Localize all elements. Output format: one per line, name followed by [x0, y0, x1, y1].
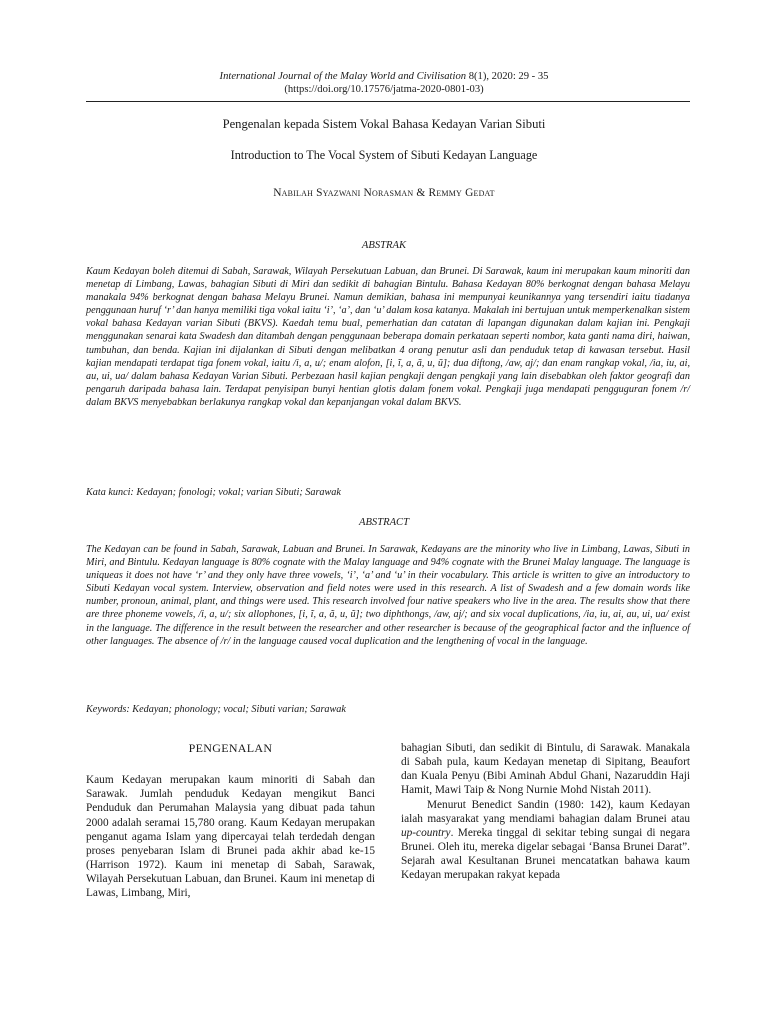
journal-citation — [0, 70, 768, 83]
paragraph-text: Menurut Benedict Sandin (1980: 142), kaum Kedayan ialah masyarakat yang mendiami bahagian dalam Brunei atau — [401, 798, 690, 825]
abstrak-heading: ABSTRAK — [361, 240, 407, 251]
journal-doi[interactable]: (https://doi.org/10.17576/jatma-2020-0801-03) — [284, 84, 484, 95]
abstrak-keywords: Kata kunci: Kedayan; fonologi; vokal; varian Sibuti; Sarawak — [86, 487, 341, 498]
paragraph-italic-term: up-country — [401, 826, 451, 839]
body-paragraph: Kaum Kedayan merupakan kaum minoriti di Sabah dan Sarawak. Jumlah penduduk Kedayan mengikut Banci Penduduk dan Perumahan Malaysia yang dibuat pada tahun 2000 adalah seramai 15,780 orang. Kaum Kedayan merupakan penganut agama Islam yang dipercayai telah terdedah dengan proses penyebaran Islam di Brunei pada akhir abad ke-15 (Harrison 1972). Kaum ini menetap di Sabah, Sarawak, Wilayah Persekutuan Labuan, dan Brunei. Kaum ini menetap di Lawas, Limbang, Miri, — [86, 774, 375, 900]
journal-name: International Journal of the Malay World and Civilisation — [219, 71, 467, 82]
journal-issue: 8(1), 2020: 29 - 35 — [466, 71, 549, 82]
body-paragraph: bahagian Sibuti, dan sedikit di Bintulu, di Sarawak. Manakala di Sabah pula, kaum Kedayan menetap di Sipitang, Beaufort dan Kuala Penyu (Bibi Aminah Abdul Ghani, Nazaruddin Haji Hamit, Mawi Taip & Nong Nurnie Mohd Nistah 2011). — [401, 742, 690, 797]
body-column-right — [401, 741, 690, 883]
body-paragraph — [401, 798, 690, 883]
abstrak-text: Kaum Kedayan boleh ditemui di Sabah, Sarawak, Wilayah Persekutuan Labuan, dan Brunei. Di Sarawak, kaum ini merupakan kaum minoriti dan menetap di Limbang, Lawas, bahagian Sibuti di Miri dan sedikit di bahagian Bintulu. Bahasa Kedayan 80% berkognat dengan bahasa Melayu manakala 94% berkognat dengan bahasa Melayu Brunei. Namun demikian, bahasa ini mempunyai keunikannya yang tersendiri iaitu tiadanya penggunaan huruf ‘r’ dan hanya memiliki tiga vokal iaitu ‘i’, ‘a’, dan ‘u’ dalam kosa katanya. Makalah ini bertujuan untuk memperkenalkan sistem vokal bahasa Kedayan varian Sibuti (BKVS). Kaedah temu bual, pemerhatian dan catatan di lapangan digunakan dalam kajian ini. Pengkaji menggunakan senarai kata Swadesh dan ditambah dengan penggunaan beberapa domain perkataan seperti nombor, kata ganti nama diri, haiwan, tumbuhan, dan benda. Kajian ini dijalankan di Sibuti dengan melibatkan 4 orang penutur asli dan penduduk tetap di kawasan tersebut. Hasil kajian mendapati terdapat tiga fonem vokal, iaitu /i, a, u/; enam alofon, [i, ĩ, a, ã, u, ũ]; dua diftong, /aw, aj/; dan enam rangkap vokal, /ia, iu, ai, au, ui, ua/ dalam bahasa Kedayan Varian Sibuti. Perbezaan hasil kajian pengkaji dengan pengkaji yang lain disebabkan oleh faktor geografi dan pengaruh daripada bahasa lain. Terdapat penyisipan bunyi hentian glotis dalam fonem vokal. Pengkaji juga mendapati pengguguran fonem /r/ dalam BKVS menyebabkan berlakunya rangkap vokal dan kepanjangan vokal dalam BKVS. — [86, 266, 690, 408]
body-column-left — [86, 741, 375, 901]
abstract-keywords: Keywords: Kedayan; phonology; vocal; Sibuti varian; Sarawak — [86, 704, 346, 715]
abstract-text: The Kedayan can be found in Sabah, Sarawak, Labuan and Brunei. In Sarawak, Kedayans are the minority who live in Limbang, Lawas, Sibuti in Miri, and Bintulu. Kedayan language is 80% cognate with the Malay language and 94% cognate with the Brunei Malay language. The language is uniqueas it does not have ‘r’ and they only have three vowels, ‘i’, ‘a’ and ‘u’ in their vocabulary. This article is written to give an introductory to Sibuti Kedayan vocal system. Interview, observation and field notes were used in this research. A list of Swadesh and a few domain words like number, pronoun, animal, plant, and things were used. This research involved four native speakers who live in the area. The results show that there are three phoneme vowels, /i, a, u/; six allophones, [i, ĩ, a, ã, u, ũ]; two diphthongs, /aw, aj/; and six vocal duplications, /ia, iu, ai, au, ui, ua/ exist in the language. The difference in the result between the researcher and other researcher is because of the geographical factor and the influence of other languages. The absence of /r/ in the language caused vocal duplication and the lengthening of vocal in the language. — [86, 544, 690, 647]
title-english: Introduction to The Vocal System of Sibuti Kedayan Language — [230, 148, 538, 162]
title-malay: Pengenalan kepada Sistem Vokal Bahasa Kedayan Varian Sibuti — [222, 117, 546, 131]
abstract-heading: ABSTRACT — [358, 517, 410, 528]
section-heading-pengenalan: PENGENALAN — [188, 741, 273, 755]
paragraph-text: . Mereka tinggal di sekitar tebing sungai di negara Brunei. Oleh itu, mereka digelar sebagai ‘Bansa Brunei Darat”. Sejarah awal Kesultanan Brunei mencatatkan bahawa kaum Kedayan merupakan rakyat kepada — [401, 826, 690, 882]
author-list: Nabilah Syazwani Norasman & Remmy Gedat — [273, 187, 495, 199]
header-rule — [86, 101, 690, 102]
journal-header — [0, 70, 768, 96]
